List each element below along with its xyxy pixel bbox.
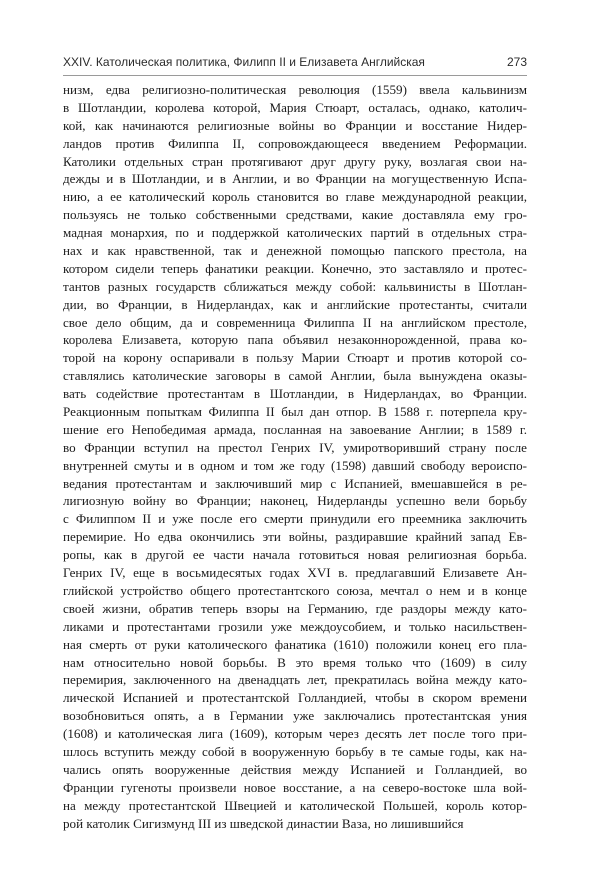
text-line: своей жизни, обратив теперь взоры на Германию, где раздоры между като-: [63, 600, 527, 616]
text-line: шение его Непобедимая армада, посланная на завоевание Англии; в 1589 г.: [63, 421, 527, 437]
text-line: чались опять вооруженные действия между Испанией и Голландией, во: [63, 761, 527, 777]
text-line: ликами и протестантами грозили уже междоусобием, и только насильствен-: [63, 618, 527, 634]
text-line: торой на корону оспаривали в пользу Марии Стюарт и против которой со-: [63, 350, 527, 366]
text-line: лигиозную войну во Франции; наконец, Нидерланды успешно вели борьбу: [63, 493, 527, 509]
header-divider: [63, 75, 527, 76]
text-line: перемирия, заключенного на двенадцать лет, прекратилась война между като-: [63, 672, 527, 688]
text-line: возобновиться опять, а в Германии уже заключались протестантская уния: [63, 708, 527, 724]
text-line: внутренней смуты и в одном и том же году (1598) давший свободу вероиспо-: [63, 457, 527, 473]
chapter-title: XXIV. Католическая политика, Филипп II и Елизавета Английская: [63, 55, 425, 69]
text-line: перемирие. Но едва окончились эти войны, раздиравшие крайний запад Ев-: [63, 529, 527, 545]
text-line: пользуясь не только собственными средствами, какие доставляла ему гро-: [63, 207, 527, 223]
text-line: ставлялись католические заговоры в самой Англии, была вынуждена оказы-: [63, 368, 527, 384]
text-line: ная смерть от руки католического фанатика (1610) положили конец его пла-: [63, 636, 527, 652]
text-line: низм, едва религиозно-политическая революция (1559) ввела кальвинизм: [63, 82, 527, 97]
text-line: глийской устройство общего протестантского союза, мечтал о нем и в конце: [63, 582, 527, 598]
text-line: ландов против Филиппа II, сопровождающееся введением Реформации.: [63, 135, 527, 151]
text-line: ведания протестантам и заключивший мир с Испанией, вмешавшейся в ре-: [63, 475, 527, 491]
text-line: королева Елизавета, которую папа объявил незаконнорожденной, права ко-: [63, 332, 527, 348]
text-line: шлось вступить между собой в вооруженную борьбу в те самые годы, как на-: [63, 743, 527, 759]
text-line: нах и как нравственной, так и денежной помощью папского престола, на: [63, 243, 527, 259]
text-line: рой католик Сигизмунд III из шведской династии Ваза, но лишившийся: [63, 815, 464, 831]
text-line: Генрих IV, еще в восьмидесятых годах XVI в. предлагавший Елизавете Ан-: [63, 565, 527, 581]
text-line: мадная монархия, по и поддержкой католических партий в отдельных стра-: [63, 225, 527, 241]
text-line: во Франции вступил на престол Генрих IV, умиротворивший страну после: [63, 439, 527, 455]
text-line: Франции гугеноты произвели новое восстание, а на северо-востоке шла вой-: [63, 779, 527, 795]
text-line: свое дело общим, да и современница Филиппа II на английском престоле,: [63, 314, 527, 330]
text-line: на между протестантской Швецией и католической Польшей, король котор-: [63, 797, 527, 813]
text-line: (1608) и католическая лига (1609), которым через десять лет после того при-: [63, 726, 527, 742]
text-line: с Филиппом II и уже после его смерти принудили его преемника заключить: [63, 511, 527, 527]
page-number: 273: [506, 55, 527, 69]
text-line: вать содействие протестантам в Шотландии, в Нидерландах, во Франции.: [63, 386, 527, 402]
text-line: нию, а ее католический король становится во главе международной реакции,: [63, 189, 527, 205]
text-line: лической Испанией и протестантской Голландией, чтобы в скором времени: [63, 690, 527, 706]
text-line: ропы, как в другой ее части начала готовиться новая религиозная борьба.: [63, 547, 527, 563]
text-line: Реакционным попыткам Филиппа II был дан отпор. В 1588 г. потерпела кру-: [63, 404, 527, 420]
text-line: нам относительно новой борьбы. В это время только что (1609) в силу: [63, 654, 527, 670]
text-line: дии, во Франции, в Нидерландах, как и английские протестанты, считали: [63, 296, 527, 312]
text-line: в Шотландии, королева которой, Мария Стюарт, осталась, однако, католич-: [63, 99, 527, 115]
body-text: [63, 81, 527, 832]
text-line: тантов разных государств сближаться между собой: кальвинисты в Шотлан-: [63, 278, 527, 294]
text-line: Католики отдельных стран протягивают друг другу руку, возлагая свои на-: [63, 153, 527, 169]
running-header: [63, 55, 527, 73]
text-line: дежды и в Шотландии, и в Англии, и во Франции на могущественную Испа-: [63, 171, 527, 187]
text-line: кой, как начинаются религиозные войны во Франции и восстание Нидер-: [63, 117, 527, 133]
text-line: котором сидели теперь фанатики реакции. Конечно, это заставляло и протес-: [63, 260, 527, 276]
